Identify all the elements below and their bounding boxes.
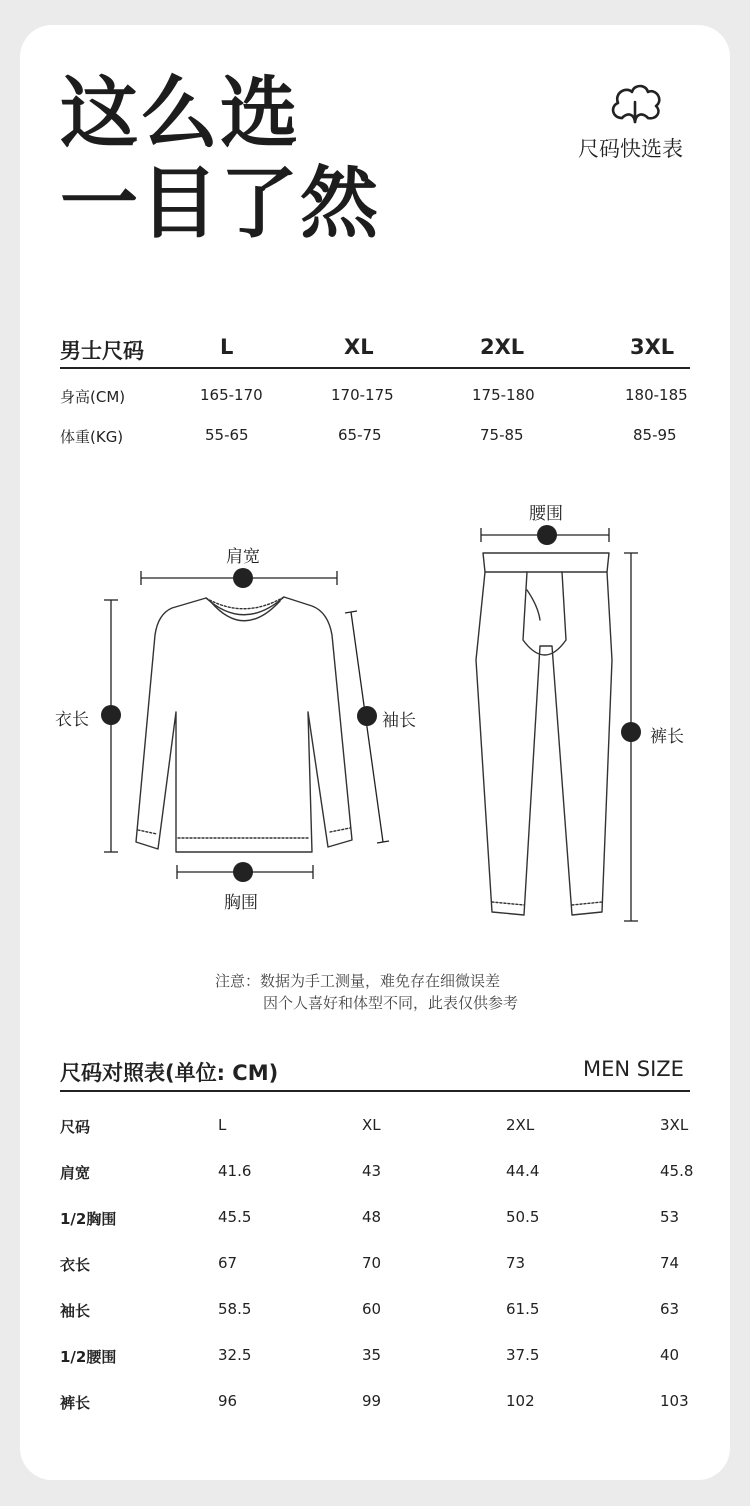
size-row-label: 1/2胸围 [60,1210,117,1228]
label-waist: 腰围 [529,504,563,524]
headline-line-2: 一目了然 [60,159,381,249]
size-cell: 60 [362,1300,382,1318]
size-cell: 50.5 [506,1208,540,1226]
quick-cell: 175-180 [472,386,535,404]
garment-illustration [0,490,750,940]
size-cell: 48 [362,1208,382,1226]
size-row-label: 1/2腰围 [60,1348,117,1366]
size-cell: 53 [660,1208,680,1226]
label-body-length: 衣长 [55,710,89,730]
size-cell: 70 [362,1254,382,1272]
size-cell: 74 [660,1254,680,1272]
size-cell: 67 [218,1254,238,1272]
quick-header-size: XL [344,335,374,359]
label-shoulder: 肩宽 [226,547,260,567]
size-cell: 37.5 [506,1346,540,1364]
label-pants-length: 裤长 [650,727,684,747]
size-header-cell: 2XL [506,1116,535,1134]
size-cell: 44.4 [506,1162,540,1180]
size-cell: 73 [506,1254,526,1272]
quick-header-size: 3XL [630,335,675,359]
quick-cell: 75-85 [480,426,524,444]
size-cell: 103 [660,1392,689,1410]
quick-header-size: L [220,335,234,359]
size-header-cell: L [218,1116,227,1134]
quick-cell: 55-65 [205,426,249,444]
size-cell: 45.5 [218,1208,252,1226]
note-line-1: 注意：数据为手工测量，难免存在细微误差 [215,972,501,990]
size-row-label: 袖长 [60,1302,91,1320]
note-line-2: 因个人喜好和体型不同，此表仅供参考 [263,994,519,1012]
size-cell: 102 [506,1392,535,1410]
cotton-icon [604,78,666,130]
garment-diagram [0,490,750,940]
size-cell: 61.5 [506,1300,540,1318]
size-cell: 99 [362,1392,382,1410]
size-cell: 43 [362,1162,382,1180]
quick-cell: 65-75 [338,426,382,444]
quick-cell: 180-185 [625,386,688,404]
badge-label: 尺码快选表 [578,137,683,161]
quick-cell: 165-170 [200,386,263,404]
size-cell: 45.8 [660,1162,694,1180]
size-header-cell: 3XL [660,1116,689,1134]
size-cell: 96 [218,1392,238,1410]
size-cell: 40 [660,1346,680,1364]
size-cell: 41.6 [218,1162,252,1180]
size-row-label: 衣长 [60,1256,91,1274]
size-row-label: 裤长 [60,1394,91,1412]
size-cell: 63 [660,1300,680,1318]
size-cell: 58.5 [218,1300,252,1318]
size-cell: 35 [362,1346,382,1364]
size-table-subtitle: MEN SIZE [583,1057,684,1081]
size-cell: 32.5 [218,1346,252,1364]
quick-cell: 85-95 [633,426,677,444]
size-row-label: 肩宽 [60,1164,91,1182]
quick-header-size: 2XL [480,335,525,359]
headline-line-1: 这么选 [60,69,301,159]
quick-row-label: 身高(CM) [60,388,126,406]
label-chest: 胸围 [224,893,258,913]
quick-cell: 170-175 [331,386,394,404]
size-table-divider [60,1090,690,1092]
label-sleeve: 袖长 [382,711,416,731]
quick-header-label: 男士尺码 [60,339,144,363]
size-header-label: 尺码 [60,1118,91,1136]
quick-table-divider [60,367,690,369]
quick-row-label: 体重(KG) [60,428,124,446]
size-table-title: 尺码对照表(单位: CM) [60,1061,279,1085]
size-header-cell: XL [362,1116,381,1134]
